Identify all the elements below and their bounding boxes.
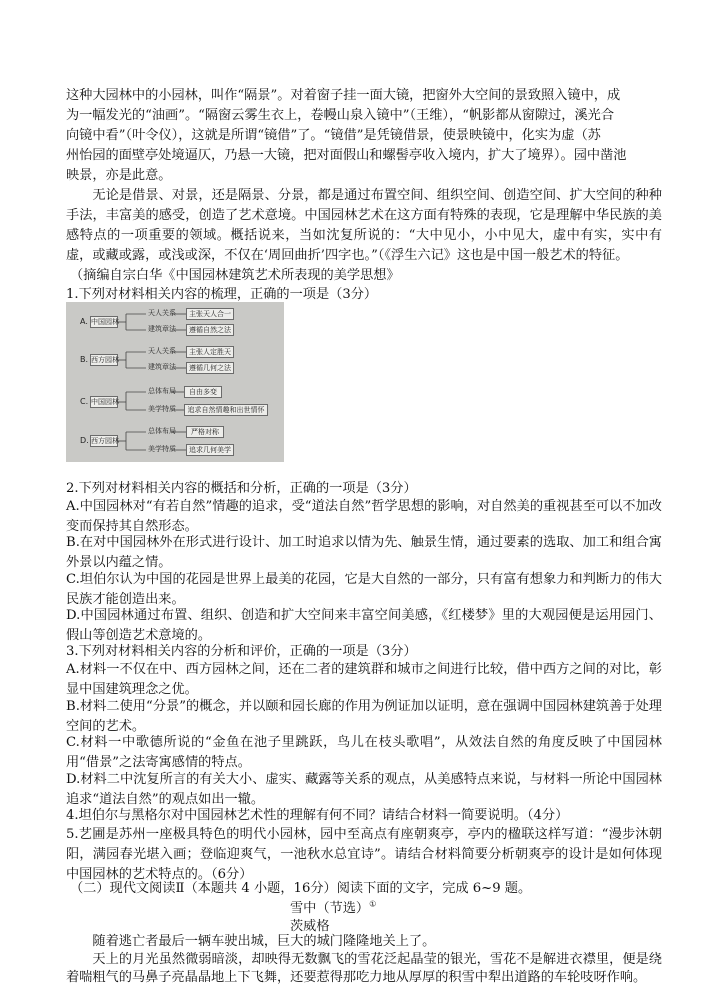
leaf-node: 主张天人合一	[186, 308, 234, 320]
story-title: 雪中（节选）①	[290, 899, 377, 916]
root-node: 西方园林	[91, 437, 119, 445]
leaf-node: 追求几何美学	[186, 444, 234, 456]
passage-line: 这种大园林中的小园林，叫作“隔景”。对着窗子挂一面大镜，把窗外大空间的景致照入镜中，成	[66, 88, 621, 103]
question-1-stem: 1.下列对材料相关内容的梳理，正确的一项是（3分）	[66, 287, 378, 302]
option-label: C.	[80, 397, 89, 406]
leaf-node: 严格对称	[186, 426, 224, 438]
mind-map-figure	[66, 302, 284, 462]
passage-paragraph: 无论是借景、对景，还是隔景、分景，都是通过布置空间、组织空间、创造空间、扩大空间的种种手法，丰富美的感受，创造了艺术意境。中国园林艺术在这方面有特殊的表现，它是理解中华民族的美感特点的一项重要的领域。概括说来，当如沈复所说的：“大中见小，小中见大，虚中有实，实中有虚，或藏或露，或浅或深，不仅在‘周回曲折’四字也。”（《浮生六记》这也是中国一般艺术的特征。	[66, 188, 662, 263]
branch-label: 美学特质	[148, 405, 176, 413]
option-label: D.	[80, 436, 89, 445]
branch-label: 建筑章法	[148, 363, 176, 371]
question-3-stem: 3.下列对材料相关内容的分析和评价，正确的一项是（3分）	[66, 644, 417, 659]
story-paragraph: 随着逃亡者最后一辆车驶出城，巨大的城门隆隆地关上了。	[92, 934, 436, 949]
branch-label: 总体布局	[148, 427, 176, 435]
option-c: C.材料一中歌德所说的“金鱼在池子里跳跃，鸟儿在枝头歌唱”，从效法自然的角度反映了中国园林用“借景”之法寄寓感情的特点。	[66, 735, 662, 770]
passage-line: 映景，亦是此意。	[66, 168, 172, 183]
option-d: D.材料二中沈复所言的有关大小、虚实、藏露等关系的观点，从美感特点来说，与材料一所论中国园林追求“道法自然”的观点如出一辙。	[66, 772, 662, 807]
passage-line: 为一幅发光的“油画”。“隔窗云雾生衣上，卷幔山泉入镜中”（王维），“帆影都从窗隙过，溪光合	[66, 108, 615, 123]
option-label: B.	[80, 355, 89, 364]
passage-line: 向镜中看”（叶令仪），这就是所谓“镜借”了。“镜借”是凭镜借景，使景映镜中，化实为虚（苏	[66, 128, 601, 143]
story-author: 茨威格	[290, 919, 330, 934]
option-a: A.中国园林对“有若自然”情趣的追求，受“道法自然”哲学思想的影响，对自然美的重视甚至可以不加改变而保持其自然形态。	[66, 499, 662, 534]
root-node: 中国园林	[91, 318, 119, 326]
question-2-stem: 2.下列对材料相关内容的概括和分析，正确的一项是（3分）	[66, 481, 417, 496]
option-b: B.材料二使用“分景”的概念，并以颐和园长廊的作用为例证加以证明，意在强调中国园林建筑善于处理空间的艺术。	[66, 699, 662, 734]
option-b: B.在对中国园林外在形式进行设计、加工时追求以情为先、触景生情，通过要素的选取、加工和组合寓外景以内蕴之情。	[66, 535, 662, 570]
root-node: 中国园林	[91, 398, 119, 406]
option-c: C.坦伯尔认为中国的花园是世界上最美的花园，它是大自然的一部分，只有富有想象力和判断力的伟大民族才能创造出来。	[66, 572, 662, 607]
passage-line: 州怡园的面壁亭处境逼仄，乃悬一大镜，把对面假山和螺髻亭收入境内，扩大了境界）。园中凿池	[66, 148, 627, 163]
leaf-node: 遵循自然之法	[186, 324, 234, 336]
branch-label: 天人关系	[148, 309, 176, 317]
root-node: 西方园林	[91, 356, 119, 364]
leaf-node: 遵循几何之法	[186, 362, 234, 374]
leaf-node: 主张人定胜天	[186, 346, 234, 358]
footnote-mark: ①	[369, 899, 377, 909]
branch-label: 美学特质	[148, 445, 176, 453]
section-heading: （二）现代文阅读Ⅱ（本题共 4 小题，16分）阅读下面的文字，完成 6~9 题。	[70, 881, 532, 896]
source-citation: （摘编自宗白华《中国园林建筑艺术所表现的美学思想》	[70, 268, 400, 283]
question-5: 5.艺圃是苏州一座极具特色的明代小园林，园中至高点有座朝爽亭，亭内的楹联这样写道：“漫步沐朝阳，满园春光堪入画；登临迎爽气，一池秋水总宜诗”。请结合材料简要分析朝爽亭的设计是如何体现中国园林的艺术特点的。（6分）	[66, 827, 662, 882]
branch-label: 总体布局	[148, 387, 176, 395]
branch-label: 建筑章法	[148, 325, 176, 333]
branch-label: 天人关系	[148, 347, 176, 355]
option-label: A.	[80, 317, 88, 326]
leaf-node: 自由多变	[184, 386, 222, 398]
option-d: D.中国园林通过布置、组织、创造和扩大空间来丰富空间美感，《红楼梦》里的大观园便是运用园门、假山等创造艺术意境的。	[66, 608, 662, 643]
question-4: 4.坦伯尔与黑格尔对中国园林艺术性的理解有何不同？请结合材料一简要说明。（4分）	[66, 808, 569, 823]
story-paragraph: 天上的月光虽然微弱暗淡，却映得无数飘飞的雪花泛起晶莹的银光，雪花不是解进衣襟里，便是绕着喘粗气的马鼻子亮晶晶地上下飞舞，还要惹得那吃力地从厚厚的积雪中犁出道路的车轮吱呀作响。	[66, 952, 662, 985]
leaf-node: 追求自然情趣和出世情怀	[184, 404, 268, 416]
option-a: A.材料一不仅在中、西方园林之间，还在二者的建筑群和城市之间进行比较，借中西方之间的对比，彰显中国建筑理念之优。	[66, 662, 662, 697]
